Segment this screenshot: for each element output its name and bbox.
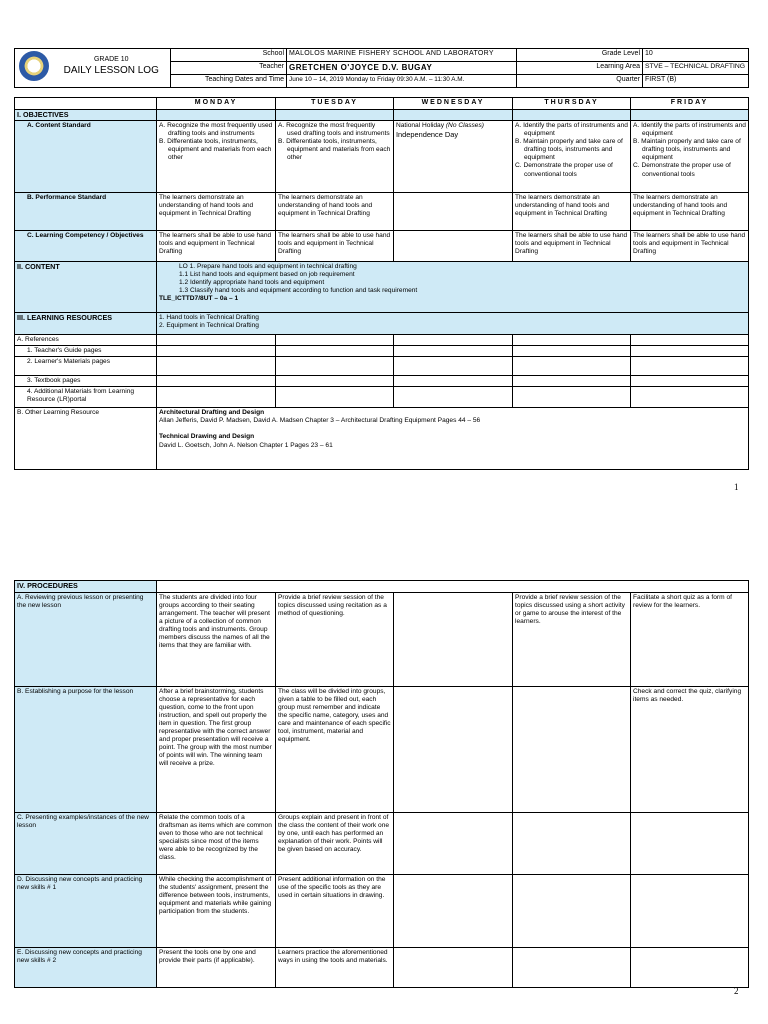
- other-resource-details: [157, 408, 749, 470]
- procedure-b-tuesday: The class will be divided into groups, given a table to be filled out, each group must remember and indicate the specific name, category, uses and care and maintenance of each specific tool, instrument, material and equipment.: [276, 686, 394, 812]
- content-line: 1.1 List hand tools and equipment based on job requirement: [179, 271, 355, 279]
- content-standard-friday: [631, 121, 749, 193]
- objective-text: Maintain properly and take care of drafting tools, instruments and equipment: [523, 138, 623, 162]
- content-code: TLE_ICTTD7/8UT – 0a – 1: [159, 295, 239, 303]
- book2-detail: David L. Goetsch, John A. Nelson Chapter 1 Pages 23 – 61: [159, 441, 333, 449]
- procedure-a-thursday: Provide a brief review session of the topics discussed using a short activity or game to arouse the interest of the learners.: [513, 592, 631, 686]
- teacher-label: Teacher: [171, 62, 287, 75]
- procedure-c-monday: Relate the common tools of a draftsman as items which are common even to those who are not technical specialists since most of the items were able to be recognized by the class.: [157, 812, 276, 874]
- objectives-title: I. OBJECTIVES: [15, 109, 157, 121]
- letter-b: B.: [159, 138, 166, 146]
- other-resource-label: B. Other Learning Resource: [15, 408, 157, 470]
- procedure-b-wednesday: [394, 686, 513, 812]
- procedure-e-monday: Present the tools one by one and provide their parts (if applicable).: [157, 947, 276, 987]
- objective-text: Differentiate tools, instruments, equipment and materials from each other: [286, 138, 391, 162]
- procedure-c-tuesday: Groups explain and present in front of the class the content of their work one by one, until each has performed an explanation of their work. Points will be given based on accuracy.: [276, 812, 394, 874]
- objective-text: Identify the parts of instruments and equipment: [641, 122, 746, 138]
- other-resource-row: [15, 408, 749, 470]
- objective-text: Recognize the most frequently used drafting tools and instruments: [167, 122, 273, 138]
- references-label: A. References: [15, 335, 157, 346]
- objective-text: Maintain properly and take care of drafting tools, instruments and equipment: [641, 138, 741, 162]
- procedure-label-d: D. Discussing new concepts and practicing new skills # 1: [15, 874, 157, 947]
- procedure-b-thursday: [513, 686, 631, 812]
- lm-row: [15, 357, 749, 376]
- objective-text: Differentiate tools, instruments, equipment and materials from each other: [167, 138, 272, 162]
- letter-c: C.: [515, 162, 522, 170]
- additional-materials-row: [15, 387, 749, 408]
- content-row: [15, 262, 749, 313]
- procedure-row-d: [15, 874, 749, 947]
- holiday-text: National Holiday: [396, 122, 446, 130]
- procedure-e-tuesday: Learners practice the aforementioned ways in using the tools and materials.: [276, 947, 394, 987]
- quarter-label: Quarter: [517, 75, 643, 88]
- letter-c: C.: [633, 162, 640, 170]
- procedure-b-monday: After a brief brainstorming, students choose a representative for each question, come to the front upon instruction, and spell out properly the item in question. The first group representative with the correct answer and proper presentation will receive a point. The group with the most number of points will win. The winning team will receive a prize.: [157, 686, 276, 812]
- performance-standard-row: [15, 193, 749, 231]
- performance-standard-label: B. Performance Standard: [15, 193, 157, 231]
- book1-detail: Allan Jefferis, David P. Madsen, David A. Madsen Chapter 3 – Architectural Drafting Equipment Pages 44 – 56: [159, 417, 481, 425]
- content-details: [157, 262, 749, 313]
- procedures-header-row: [15, 581, 749, 593]
- textbook-label: 3. Textbook pages: [15, 376, 157, 387]
- procedure-e-thursday: [513, 947, 631, 987]
- procedure-d-friday: [631, 874, 749, 947]
- day-monday: MONDAY: [157, 98, 276, 110]
- header-table: [14, 48, 749, 88]
- resources-items: [157, 313, 749, 335]
- competency-monday: The learners shall be able to use hand tools and equipment in Technical Drafting: [157, 231, 276, 262]
- log-title-cell: [53, 49, 171, 88]
- objective-text: Identify the parts of instruments and equipment: [523, 122, 628, 138]
- school-label: School: [171, 49, 287, 62]
- page-number-2: 2: [734, 986, 739, 996]
- day-header-blank: [15, 98, 157, 110]
- letter-a: A.: [159, 122, 166, 130]
- content-line: 1.3 Classify hand tools and equipment according to function and task requirement: [179, 287, 418, 295]
- letter-a: A.: [633, 122, 640, 130]
- procedure-a-friday: Facilitate a short quiz as a form of review for the learners.: [631, 592, 749, 686]
- competency-wednesday: [394, 231, 513, 262]
- tg-row: [15, 346, 749, 357]
- learning-area-value: STVE – TECHNICAL DRAFTING: [643, 62, 749, 75]
- procedure-row-e: [15, 947, 749, 987]
- procedure-c-wednesday: [394, 812, 513, 874]
- letter-b: B.: [278, 138, 285, 146]
- content-standard-tuesday: [276, 121, 394, 193]
- references-row: [15, 335, 749, 346]
- day-tuesday: TUESDAY: [276, 98, 394, 110]
- procedure-label-a: A. Reviewing previous lesson or presenting the new lesson: [15, 592, 157, 686]
- objectives-row: [15, 109, 749, 121]
- grade-level-label: Grade Level: [517, 49, 643, 62]
- procedure-c-friday: [631, 812, 749, 874]
- textbook-row: [15, 376, 749, 387]
- procedures-title: IV. PROCEDURES: [15, 581, 157, 593]
- teacher-value: GRETCHEN O'JOYCE D.V. BUGAY: [287, 62, 517, 75]
- procedure-label-c: C. Presenting examples/instances of the new lesson: [15, 812, 157, 874]
- book1-title: Architectural Drafting and Design: [159, 409, 265, 417]
- tg-label: 1. Teacher's Guide pages: [15, 346, 157, 357]
- dates-value: June 10 – 14, 2019 Monday to Friday 09:30 A.M. – 11:30 A.M.: [287, 75, 517, 88]
- grade-label: GRADE 10: [93, 56, 129, 63]
- procedures-table: [14, 580, 749, 988]
- day-friday: FRIDAY: [631, 98, 749, 110]
- day-thursday: THURSDAY: [513, 98, 631, 110]
- content-line: 1.2 Identify appropriate hand tools and equipment: [179, 279, 325, 287]
- procedure-e-friday: [631, 947, 749, 987]
- procedure-d-wednesday: [394, 874, 513, 947]
- letter-b: B.: [633, 138, 640, 146]
- log-title: DAILY LESSON LOG: [63, 64, 159, 76]
- procedure-d-monday: While checking the accomplishment of the students' assignment, present the difference between tools, instruments, equipment and materials while gaining participation from the students.: [157, 874, 276, 947]
- day-wednesday: WEDNESDAY: [394, 98, 513, 110]
- performance-standard-friday: The learners demonstrate an understanding of hand tools and equipment in Technical Drafting: [631, 193, 749, 231]
- procedure-row-b: [15, 686, 749, 812]
- content-standard-monday: [157, 121, 276, 193]
- seal-cell: [15, 49, 53, 88]
- performance-standard-thursday: The learners demonstrate an understanding of hand tools and equipment in Technical Drafting: [513, 193, 631, 231]
- deped-seal-icon: [19, 51, 49, 81]
- content-title: II. CONTENT: [15, 262, 157, 313]
- resources-row: [15, 313, 749, 335]
- resources-title: III. LEARNING RESOURCES: [15, 313, 157, 335]
- dates-label: Teaching Dates and Time: [171, 75, 287, 88]
- content-standard-wednesday: [394, 121, 513, 193]
- content-standard-label: A. Content Standard: [15, 121, 157, 193]
- content-lo: LO 1. Prepare hand tools and equipment in technical drafting: [179, 263, 357, 271]
- letter-a: A.: [515, 122, 522, 130]
- school-value: MALOLOS MARINE FISHERY SCHOOL AND LABORATORY: [287, 49, 517, 62]
- learning-area-label: Learning Area: [517, 62, 643, 75]
- objective-text: Demonstrate the proper use of conventional tools: [523, 162, 613, 178]
- content-standard-row: [15, 121, 749, 193]
- procedure-e-wednesday: [394, 947, 513, 987]
- performance-standard-wednesday: [394, 193, 513, 231]
- procedure-label-e: E. Discussing new concepts and practicing new skills # 2: [15, 947, 157, 987]
- book2-title: Technical Drawing and Design: [159, 433, 255, 441]
- procedure-a-wednesday: [394, 592, 513, 686]
- competency-label: C. Learning Competency / Objectives: [15, 231, 157, 262]
- quarter-value: FIRST (B): [643, 75, 749, 88]
- no-classes-text: (No Classes): [445, 122, 484, 130]
- competency-tuesday: The learners shall be able to use hand tools and equipment in Technical Drafting: [276, 231, 394, 262]
- resource-item: 1. Hand tools in Technical Drafting: [159, 314, 259, 322]
- procedure-c-thursday: [513, 812, 631, 874]
- resource-item: 2. Equipment in Technical Drafting: [159, 322, 259, 330]
- page-number-1: 1: [734, 482, 739, 492]
- procedure-d-tuesday: Present additional information on the use of the specific tools as they are used in certain situations in drawing.: [276, 874, 394, 947]
- procedure-row-c: [15, 812, 749, 874]
- competency-friday: The learners shall be able to use hand tools and equipment in Technical Drafting: [631, 231, 749, 262]
- day-header-row: [15, 98, 749, 110]
- procedure-d-thursday: [513, 874, 631, 947]
- procedure-row-a: [15, 592, 749, 686]
- procedure-label-b: B. Establishing a purpose for the lesson: [15, 686, 157, 812]
- letter-a: A.: [278, 122, 285, 130]
- procedure-a-monday: The students are divided into four groups according to their seating arrangement. The teacher will present a picture of a collection of common drafting tools and instruments. Group members discuss the names of all the items that they are familiar with.: [157, 592, 276, 686]
- additional-label: 4. Additional Materials from Learning Resource (LR)portal: [15, 387, 157, 408]
- independence-day-text: Independence Day: [396, 130, 459, 140]
- objective-text: Demonstrate the proper use of conventional tools: [641, 162, 731, 178]
- competency-row: [15, 231, 749, 262]
- grade-level-value: 10: [643, 49, 749, 62]
- competency-thursday: The learners shall be able to use hand tools and equipment in Technical Drafting: [513, 231, 631, 262]
- letter-b: B.: [515, 138, 522, 146]
- performance-standard-tuesday: The learners demonstrate an understanding of hand tools and equipment in Technical Drafting: [276, 193, 394, 231]
- objective-text: Recognize the most frequently used drafting tools and instruments: [286, 122, 390, 138]
- lm-label: 2. Learner's Materials pages: [15, 357, 157, 376]
- procedure-b-friday: Check and correct the quiz, clarifying items as needed.: [631, 686, 749, 812]
- content-standard-thursday: [513, 121, 631, 193]
- performance-standard-monday: The learners demonstrate an understanding of hand tools and equipment in Technical Drafting: [157, 193, 276, 231]
- procedure-a-tuesday: Provide a brief review session of the topics discussed using recitation as a method of questioning.: [276, 592, 394, 686]
- lesson-table: [14, 97, 749, 470]
